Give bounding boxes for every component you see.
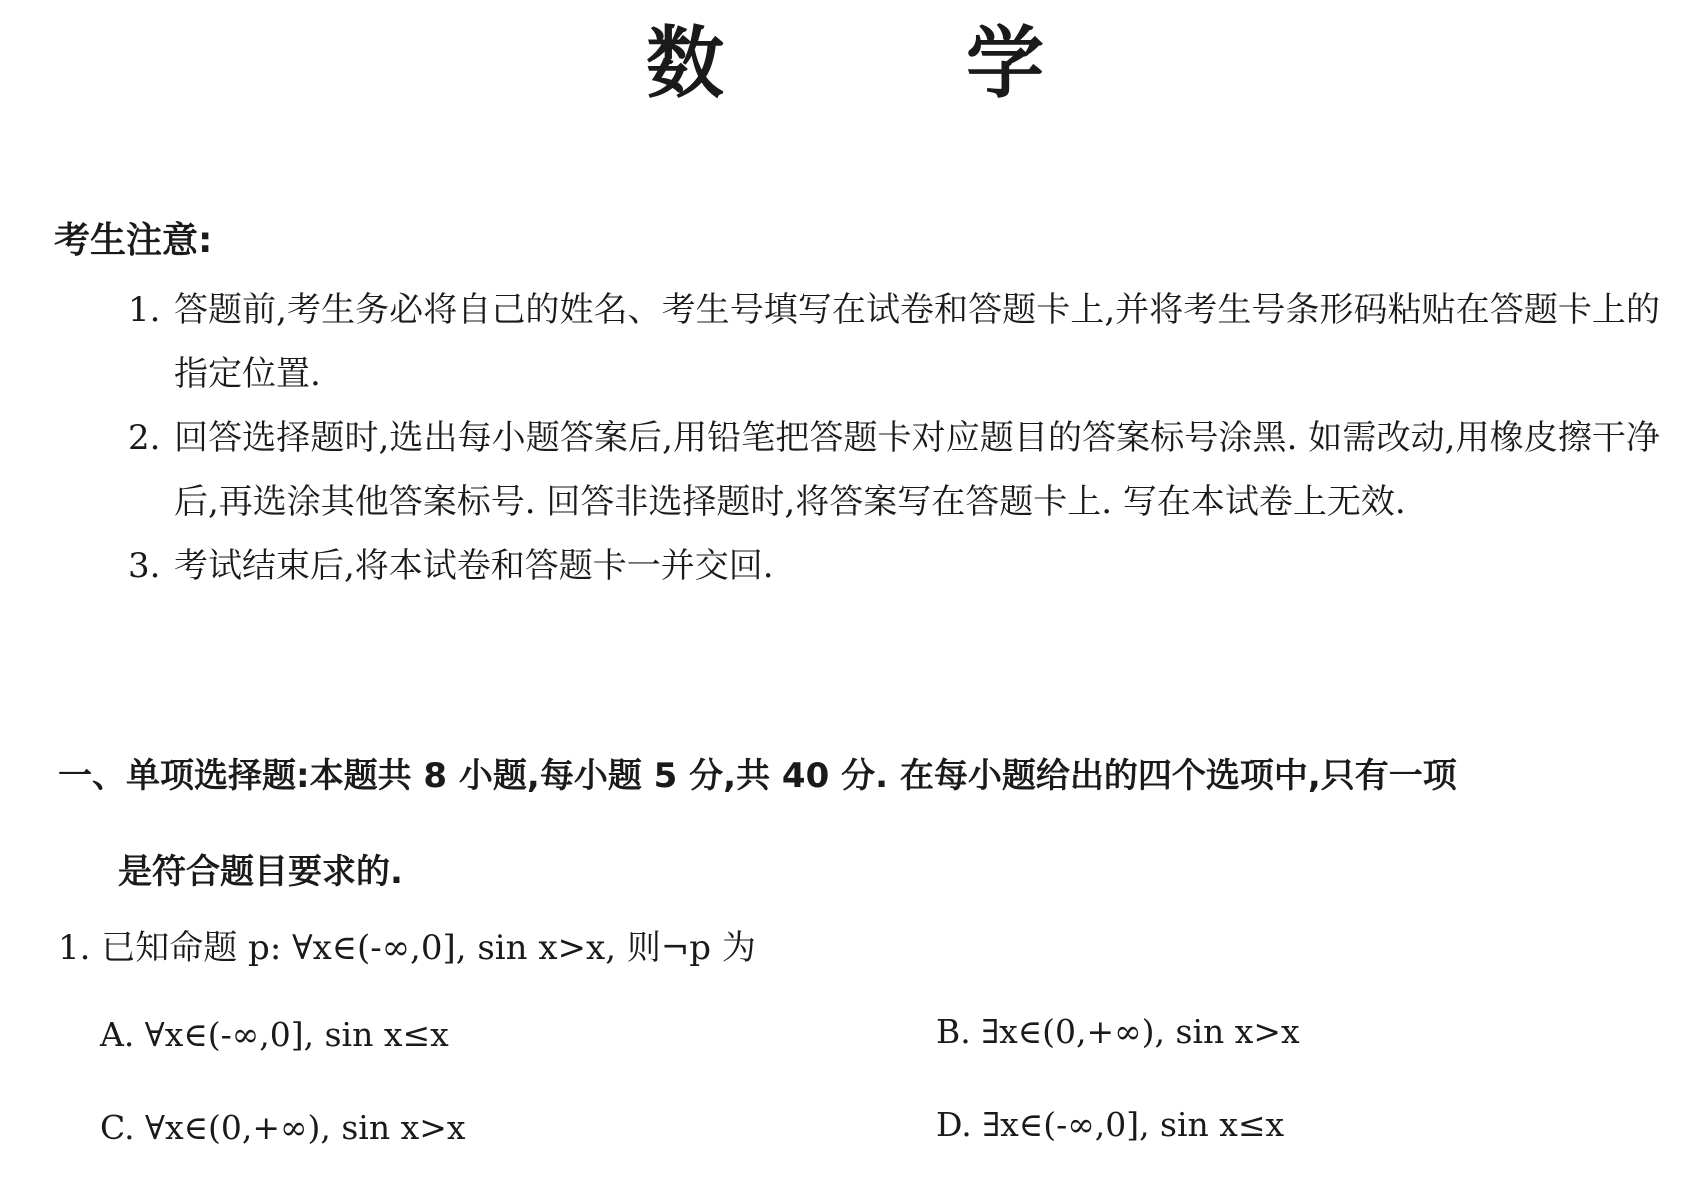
notice-item-text: 考试结束后,将本试卷和答题卡一并交回. bbox=[174, 546, 774, 586]
option-d: D. ∃x∈(-∞,0], sin x≤x bbox=[936, 1105, 1285, 1144]
section-heading-line1: 一、单项选择题:本题共 8 小题,每小题 5 分,共 40 分. 在每小题给出的四个选项中,只有一项 bbox=[58, 756, 1457, 796]
section-heading bbox=[58, 728, 1658, 920]
notice-item-text: 答题前,考生务必将自己的姓名、考生号填写在试卷和答题卡上,并将考生号条形码粘贴在答题卡上的指定位置. bbox=[174, 290, 1660, 394]
notice-item bbox=[128, 406, 1660, 534]
notice-item-number: 1. bbox=[128, 290, 161, 330]
option-b: B. ∃x∈(0,+∞), sin x>x bbox=[936, 1012, 1300, 1051]
notice-item bbox=[128, 534, 1660, 598]
notice-list bbox=[128, 278, 1660, 598]
notice-item-number: 3. bbox=[128, 546, 161, 586]
notice-item-text: 回答选择题时,选出每小题答案后,用铅笔把答题卡对应题目的答案标号涂黑. 如需改动,用橡皮擦干净后,再选涂其他答案标号. 回答非选择题时,将答案写在答题卡上. 写在本试卷上无效. bbox=[174, 418, 1660, 522]
question-stem: 1. 已知命题 p: ∀x∈(-∞,0], sin x>x, 则¬p 为 bbox=[58, 928, 756, 968]
notice-item bbox=[128, 278, 1660, 406]
option-a: A. ∀x∈(-∞,0], sin x≤x bbox=[100, 1015, 449, 1054]
section-heading-line2: 是符合题目要求的. bbox=[118, 852, 403, 892]
page-title: 数 学 bbox=[645, 19, 1126, 109]
notice-heading: 考生注意: bbox=[54, 220, 213, 261]
notice-item-number: 2. bbox=[128, 418, 161, 458]
option-c: C. ∀x∈(0,+∞), sin x>x bbox=[100, 1108, 466, 1147]
